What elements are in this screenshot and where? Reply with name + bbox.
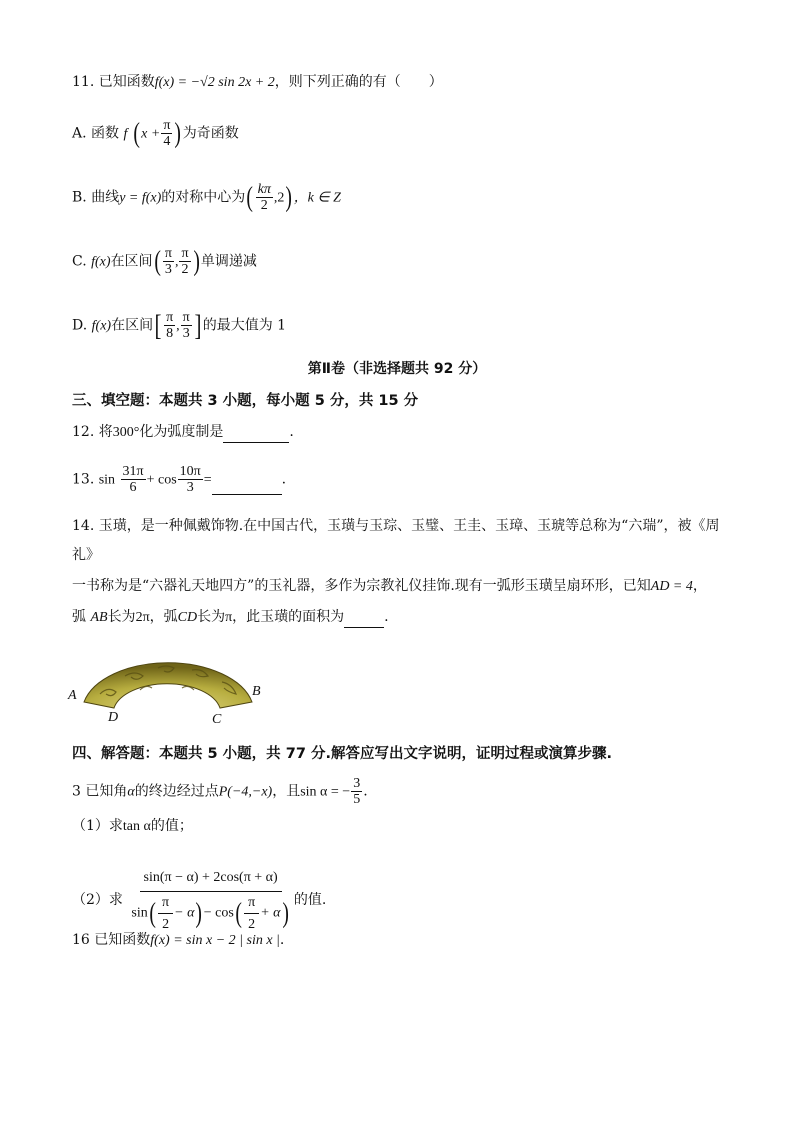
function-expression: f(x) = −√2 sin 2x + 2 — [154, 75, 275, 90]
option-label: D. — [72, 317, 88, 334]
q14-line4 — [72, 607, 389, 628]
denominator: 3 — [182, 326, 190, 341]
expr: sin α = − — [300, 784, 351, 800]
point-expr: P(−4,−x) — [218, 784, 273, 800]
stem-text: 弧 — [72, 609, 86, 625]
stem-text: 已知角 — [85, 783, 128, 800]
answer-blank — [344, 613, 384, 628]
answer-blank — [223, 428, 289, 443]
denominator: 2 — [181, 262, 189, 277]
stem-text: 已知函数 — [98, 74, 155, 90]
bracket-right: ] — [194, 308, 202, 342]
paren-right: ) — [285, 181, 293, 213]
denominator: 5 — [353, 792, 361, 807]
stem-text: 的值； — [150, 818, 193, 834]
q15-part2 — [72, 868, 326, 932]
option-label: A. — [72, 125, 87, 142]
expr: f(x) — [91, 254, 111, 270]
jade-arc-figure — [70, 652, 270, 730]
paren-right: ) — [192, 245, 200, 277]
option-text: 为奇函数 — [182, 125, 239, 142]
expr: AD = 4 — [650, 579, 693, 594]
numerator: sin(π − α) + 2cos(π + α) — [140, 868, 282, 892]
option-text: 在区间 — [110, 253, 153, 270]
expr: x + — [141, 126, 161, 142]
fraction — [161, 118, 172, 149]
fraction — [121, 464, 146, 495]
answer-blank — [212, 480, 282, 495]
stem-text: 的终边经过点 — [134, 783, 219, 800]
question-number: 11. — [72, 74, 95, 90]
jade-arc-image — [70, 652, 270, 730]
stem-text: 玉璜，是一种佩戴饰物.在中国古代，玉璜与玉琮、玉璧、王圭、玉璋、玉琥等总称为“六瑞”，被《周 — [98, 518, 720, 534]
q16 — [72, 930, 284, 951]
question-number: 3 — [72, 783, 81, 800]
q11-option-d — [72, 310, 286, 341]
point-label-d: D — [108, 710, 119, 725]
option-text: 的最大值为 1 — [202, 317, 287, 334]
expr: + α — [260, 905, 281, 921]
period: . — [363, 783, 368, 800]
stem-text: 长为 — [197, 609, 226, 625]
q13 — [72, 464, 286, 495]
denominator: 2 — [162, 917, 170, 932]
stem-text: ，则下列正确的有（ ） — [274, 74, 443, 90]
fraction — [179, 246, 190, 277]
equals: = — [203, 472, 212, 488]
function-expression: f(x) = sin x − 2 | sin x | — [150, 933, 280, 948]
q15-stem — [72, 776, 368, 807]
fraction — [163, 246, 174, 277]
fraction — [181, 310, 192, 341]
expr: y = f(x) — [119, 190, 162, 206]
paren-left: ( — [246, 181, 254, 213]
numerator: π — [163, 118, 171, 133]
expr: α — [127, 784, 135, 800]
fraction — [178, 464, 203, 495]
denominator: 3 — [164, 262, 172, 277]
option-text: 在区间 — [111, 317, 154, 334]
denominator: 6 — [129, 480, 137, 495]
q14-line1 — [72, 516, 719, 536]
numerator: 31π — [122, 464, 144, 479]
option-text: 函数 — [91, 125, 120, 142]
point-label-a: A — [68, 688, 77, 703]
period: . — [289, 424, 294, 440]
option-label: C. — [72, 253, 87, 270]
comma: , — [176, 318, 180, 334]
denominator — [127, 892, 293, 932]
sin-func: sin — [131, 905, 148, 921]
expr: tan α — [122, 819, 151, 834]
paren-right: ) — [195, 897, 203, 929]
numerator: π — [181, 246, 189, 261]
paren-right: ) — [174, 117, 182, 149]
denominator: 8 — [166, 326, 174, 341]
numerator: π — [158, 895, 173, 914]
fraction — [158, 895, 173, 932]
question-number: 13. — [72, 471, 95, 488]
sin-func: sin — [98, 472, 116, 488]
comma: , — [174, 254, 179, 270]
paren-right: ) — [281, 897, 289, 929]
stem-text: ， — [692, 578, 707, 594]
paren-left: ( — [235, 897, 242, 929]
big-fraction — [127, 868, 293, 932]
q14-line3 — [72, 576, 707, 597]
point-label-c: C — [212, 712, 222, 727]
part-label: （2）求 — [72, 892, 123, 908]
numerator: 3 — [353, 776, 361, 791]
degree-value: 300° — [112, 425, 140, 440]
option-text: 曲线 — [91, 189, 120, 206]
stem-text: 长为 — [107, 609, 136, 625]
numerator: π — [166, 310, 174, 325]
cos-func: + cos — [146, 472, 177, 488]
period: . — [279, 932, 285, 948]
numerator: π — [244, 895, 259, 914]
fraction — [256, 182, 273, 213]
q11-option-b — [72, 182, 341, 213]
expr: ，k ∈ Z — [293, 190, 341, 206]
paren-left: ( — [133, 117, 140, 149]
point-label-b: B — [252, 684, 261, 699]
expr: 2π — [135, 610, 150, 625]
period: . — [384, 609, 389, 625]
function-name: f — [123, 126, 128, 142]
numerator: π — [182, 310, 190, 325]
stem-text: 的值. — [293, 892, 327, 908]
option-label: B. — [72, 189, 87, 206]
q11-stem — [72, 72, 443, 93]
period: . — [281, 471, 287, 488]
denominator: 3 — [186, 480, 194, 495]
section3-heading: 三、填空题：本题共 3 小题，每小题 5 分，共 15 分 — [72, 393, 419, 409]
question-number: 16 — [72, 932, 90, 948]
question-number: 12. — [72, 424, 95, 440]
expr: π — [225, 610, 233, 625]
stem-text: 已知函数 — [94, 932, 151, 948]
numerator: kπ — [257, 182, 271, 197]
paren-left: ( — [153, 245, 161, 277]
denominator: 4 — [163, 134, 171, 149]
stem-text: ，此玉璜的面积为 — [232, 609, 345, 625]
option-text: 单调递减 — [200, 253, 257, 270]
paren-left: ( — [149, 897, 156, 929]
section4-heading: 四、解答题：本题共 5 小题，共 77 分.解答应写出文字说明，证明过程或演算步骤. — [72, 746, 612, 762]
question-number: 14. — [72, 518, 95, 534]
part-label: （1）求 — [72, 818, 123, 834]
stem-text: ，弧 — [149, 609, 178, 625]
option-text: 的对称中心为 — [161, 189, 246, 206]
part2-title: 第Ⅱ卷（非选择题共 92 分） — [307, 361, 487, 377]
denominator: 2 — [260, 198, 268, 213]
stem-text: 一书称为是“六器礼天地四方”的玉礼器，多作为宗教礼仪挂饰.现有一弧形玉璜呈扇环形，已知 — [72, 578, 651, 594]
bracket-left: [ — [154, 308, 162, 342]
expr: − α — [174, 905, 195, 921]
stem-text: 化为弧度制是 — [139, 424, 224, 440]
expr: AB — [90, 610, 108, 625]
expr: CD — [177, 610, 198, 625]
fraction — [351, 776, 362, 807]
q11-option-a — [72, 118, 239, 149]
q11-option-c — [72, 246, 257, 277]
numerator: π — [164, 246, 172, 261]
denominator: 2 — [248, 917, 256, 932]
expr: ,2 — [273, 190, 285, 206]
stem-text: 将 — [98, 424, 113, 440]
q14-line2: 礼》 — [72, 547, 100, 563]
q15-part1 — [72, 816, 193, 837]
fraction — [244, 895, 259, 932]
q12 — [72, 422, 294, 443]
expr: f(x) — [91, 318, 112, 334]
numerator: 10π — [179, 464, 201, 479]
stem-text: ，且 — [272, 783, 301, 800]
cos-func: − cos — [203, 905, 234, 921]
fraction — [164, 310, 175, 341]
